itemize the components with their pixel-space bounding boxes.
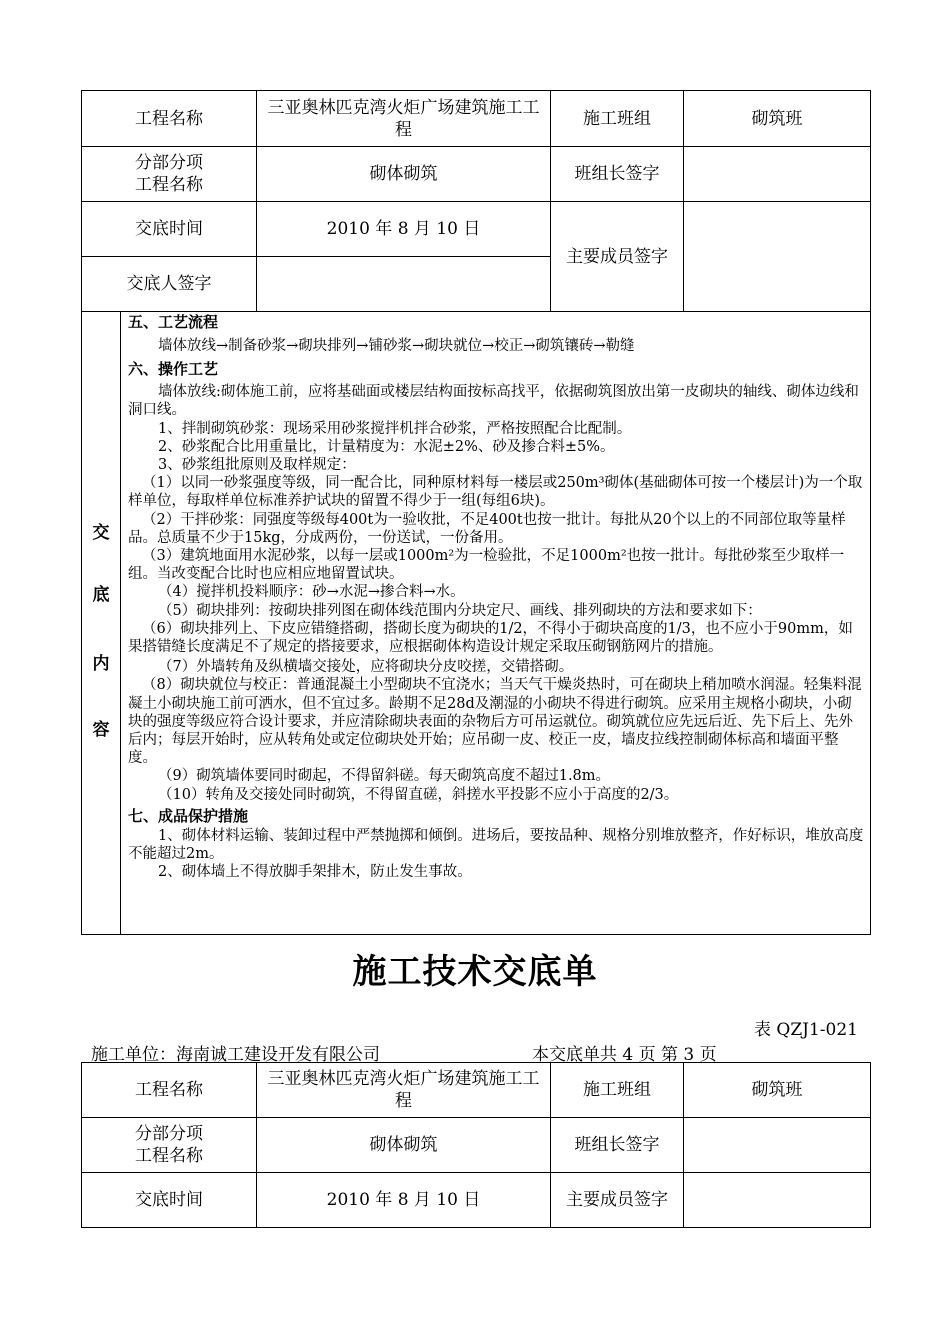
label-sub-line1: 分部分项 [135, 1124, 203, 1144]
content-box [81, 312, 871, 935]
label-sub-line1: 分部分项 [135, 153, 203, 173]
label-project-name: 工程名称 [82, 1063, 257, 1118]
paragraph: 1、拌制砌筑砂浆：现场采用砂浆搅拌机拌合砂浆，严格按照配合比配制。 [158, 420, 632, 437]
label-members-sign: 主要成员签字 [551, 1173, 684, 1228]
project-name-value: 三亚奥林匹克湾火炬广场建筑施工工程 [257, 1063, 551, 1118]
side-char-1: 交 [92, 523, 110, 543]
paragraph: 1、砌体材料运输、装卸过程中严禁抛掷和倾倒。进场后，要按品种、规格分别堆放整齐，作好标识，堆放高度不能超过2m。 [128, 827, 864, 863]
label-team: 施工班组 [551, 91, 684, 147]
team-value: 砌筑班 [684, 91, 871, 147]
date-value: 2010 年 8 月 10 日 [257, 1173, 551, 1228]
members-sign-field[interactable] [684, 1173, 871, 1228]
paragraph: （8）砌块就位与校正：普通混凝土小型砌块不宜浇水；当天气干燥炎热时，可在砌块上稍加喷水润湿。轻集料混凝土小砌块施工前可洒水，但不宜过多。龄期不足28d及潮湿的小砌块不得进行砌筑。应采用主规格小砌块，小砌块的强度等级应符合设计要求，并应清除砌块表面的杂物后方可吊运就位。砌筑就位应先远后近、先下后上、先外后内；每层开始时，应从转角处或定位砌块处开始；应吊砌一皮、校正一皮，墙皮拉线控制砌体标高和墙面平整度。 [128, 677, 862, 767]
paragraph: （6）砌块排列上、下皮应错缝搭砌，搭砌长度为砌块的1/2，不得小于砌块高度的1/3，也不应小于90mm，如果搭错缝长度满足不了规定的搭接要求，应根据砌体构造设计规定采取压砌钢筋网片的措施。 [128, 620, 853, 656]
page-count: 本交底单共 4 页 第 3 页 [532, 1045, 717, 1065]
section-heading-6: 六、操作工艺 [128, 360, 219, 379]
process-flow: 墙体放线→制备砂浆→砌块排列→铺砂浆→砌块就位→校正→砌筑镶砖→勒缝 [158, 338, 635, 354]
date-value: 2010 年 8 月 10 日 [257, 202, 551, 257]
header-table-2 [81, 1062, 871, 1228]
team-value: 砌筑班 [684, 1063, 871, 1118]
form-number: 表 QZJ1-021 [754, 1020, 858, 1040]
section-heading-5: 五、工艺流程 [128, 313, 219, 331]
presenter-sign-field[interactable] [257, 257, 551, 312]
paragraph: 2、砌体墙上不得放脚手架排木，防止发生事故。 [158, 864, 472, 881]
label-leader-sign: 班组长签字 [551, 1118, 684, 1173]
project-name-value: 三亚奥林匹克湾火炬广场建筑施工工程 [257, 91, 551, 147]
section-heading-7: 七、成品保护措施 [128, 806, 249, 825]
paragraph: （2）干拌砂浆：同强度等级每400t为一验收批，不足400t也按一批计。每批从20个以上的不同部位取等量样品。总质量不少于15kg，分成两份，一份送试，一份备用。 [128, 511, 846, 546]
paragraph: （4）搅拌机投料顺序：砂→水泥→掺合料→水。 [158, 584, 465, 601]
leader-sign-field[interactable] [684, 147, 871, 202]
construction-unit: 施工单位：海南诚工建设开发有限公司 [91, 1045, 380, 1065]
label-sub-project [82, 1118, 257, 1173]
label-leader-sign: 班组长签字 [551, 147, 684, 202]
side-char-3: 内 [92, 654, 110, 674]
paragraph: （7）外墙转角及纵横墙交接处，应将砌块分皮咬搓，交错搭砌。 [158, 659, 574, 676]
members-sign-field[interactable] [684, 202, 871, 312]
paragraph: （1）以同一砂浆强度等级，同一配合比，同种原材料每一楼层或250m³砌体(基础砌体可按一个楼层计)为一个取样单位，每取样单位标准养护试块的留置不得少于一组(每组6块)。 [128, 475, 863, 510]
paragraph: 墙体放线:砌体施工前，应将基础面或楼层结构面按标高找平，依据砌筑图放出第一皮砌块的轴线、砌体边线和洞口线。 [128, 384, 859, 419]
side-char-4: 容 [92, 720, 110, 740]
paragraph: （5）砌块排列：按砌块排列图在砌体线范围内分块定尺、画线、排列砌块的方法和要求如下： [158, 602, 762, 619]
paragraph: （10）转角及交接处同时砌筑，不得留直磋，斜搓水平投影不应小于高度的2/3。 [158, 786, 679, 803]
label-team: 施工班组 [551, 1063, 684, 1118]
label-sub-line2: 工程名称 [135, 1146, 203, 1166]
sub-project-value: 砌体砌筑 [257, 147, 551, 202]
content-body [128, 312, 864, 881]
paragraph: （9）砌筑墙体要同时砌起，不得留斜磋。每天砌筑高度不超过1.8m。 [158, 768, 611, 785]
label-project-name: 工程名称 [82, 91, 257, 147]
document-title: 施工技术交底单 [352, 952, 598, 992]
label-date: 交底时间 [82, 1173, 257, 1228]
paragraph: 2、砂浆配合比用重量比，计量精度为：水泥±2%、砂及掺合料±5%。 [158, 438, 615, 455]
label-members-sign: 主要成员签字 [551, 202, 684, 312]
label-date: 交底时间 [82, 202, 257, 257]
side-char-2: 底 [92, 585, 110, 605]
label-presenter-sign: 交底人签字 [82, 257, 257, 312]
sub-project-value: 砌体砌筑 [257, 1118, 551, 1173]
label-sub-line2: 工程名称 [135, 175, 203, 195]
label-sub-project [82, 147, 257, 202]
header-table-1 [81, 90, 871, 312]
paragraph: （3）建筑地面用水泥砂浆，以每一层或1000m²为一检验批，不足1000m²也按一批计。每批砂浆至少取样一组。当改变配合比时也应相应地留置试块。 [128, 548, 845, 583]
paragraph: 3、砂浆组批原则及取样规定： [158, 457, 356, 474]
content-side-label [82, 312, 121, 934]
leader-sign-field[interactable] [684, 1118, 871, 1173]
